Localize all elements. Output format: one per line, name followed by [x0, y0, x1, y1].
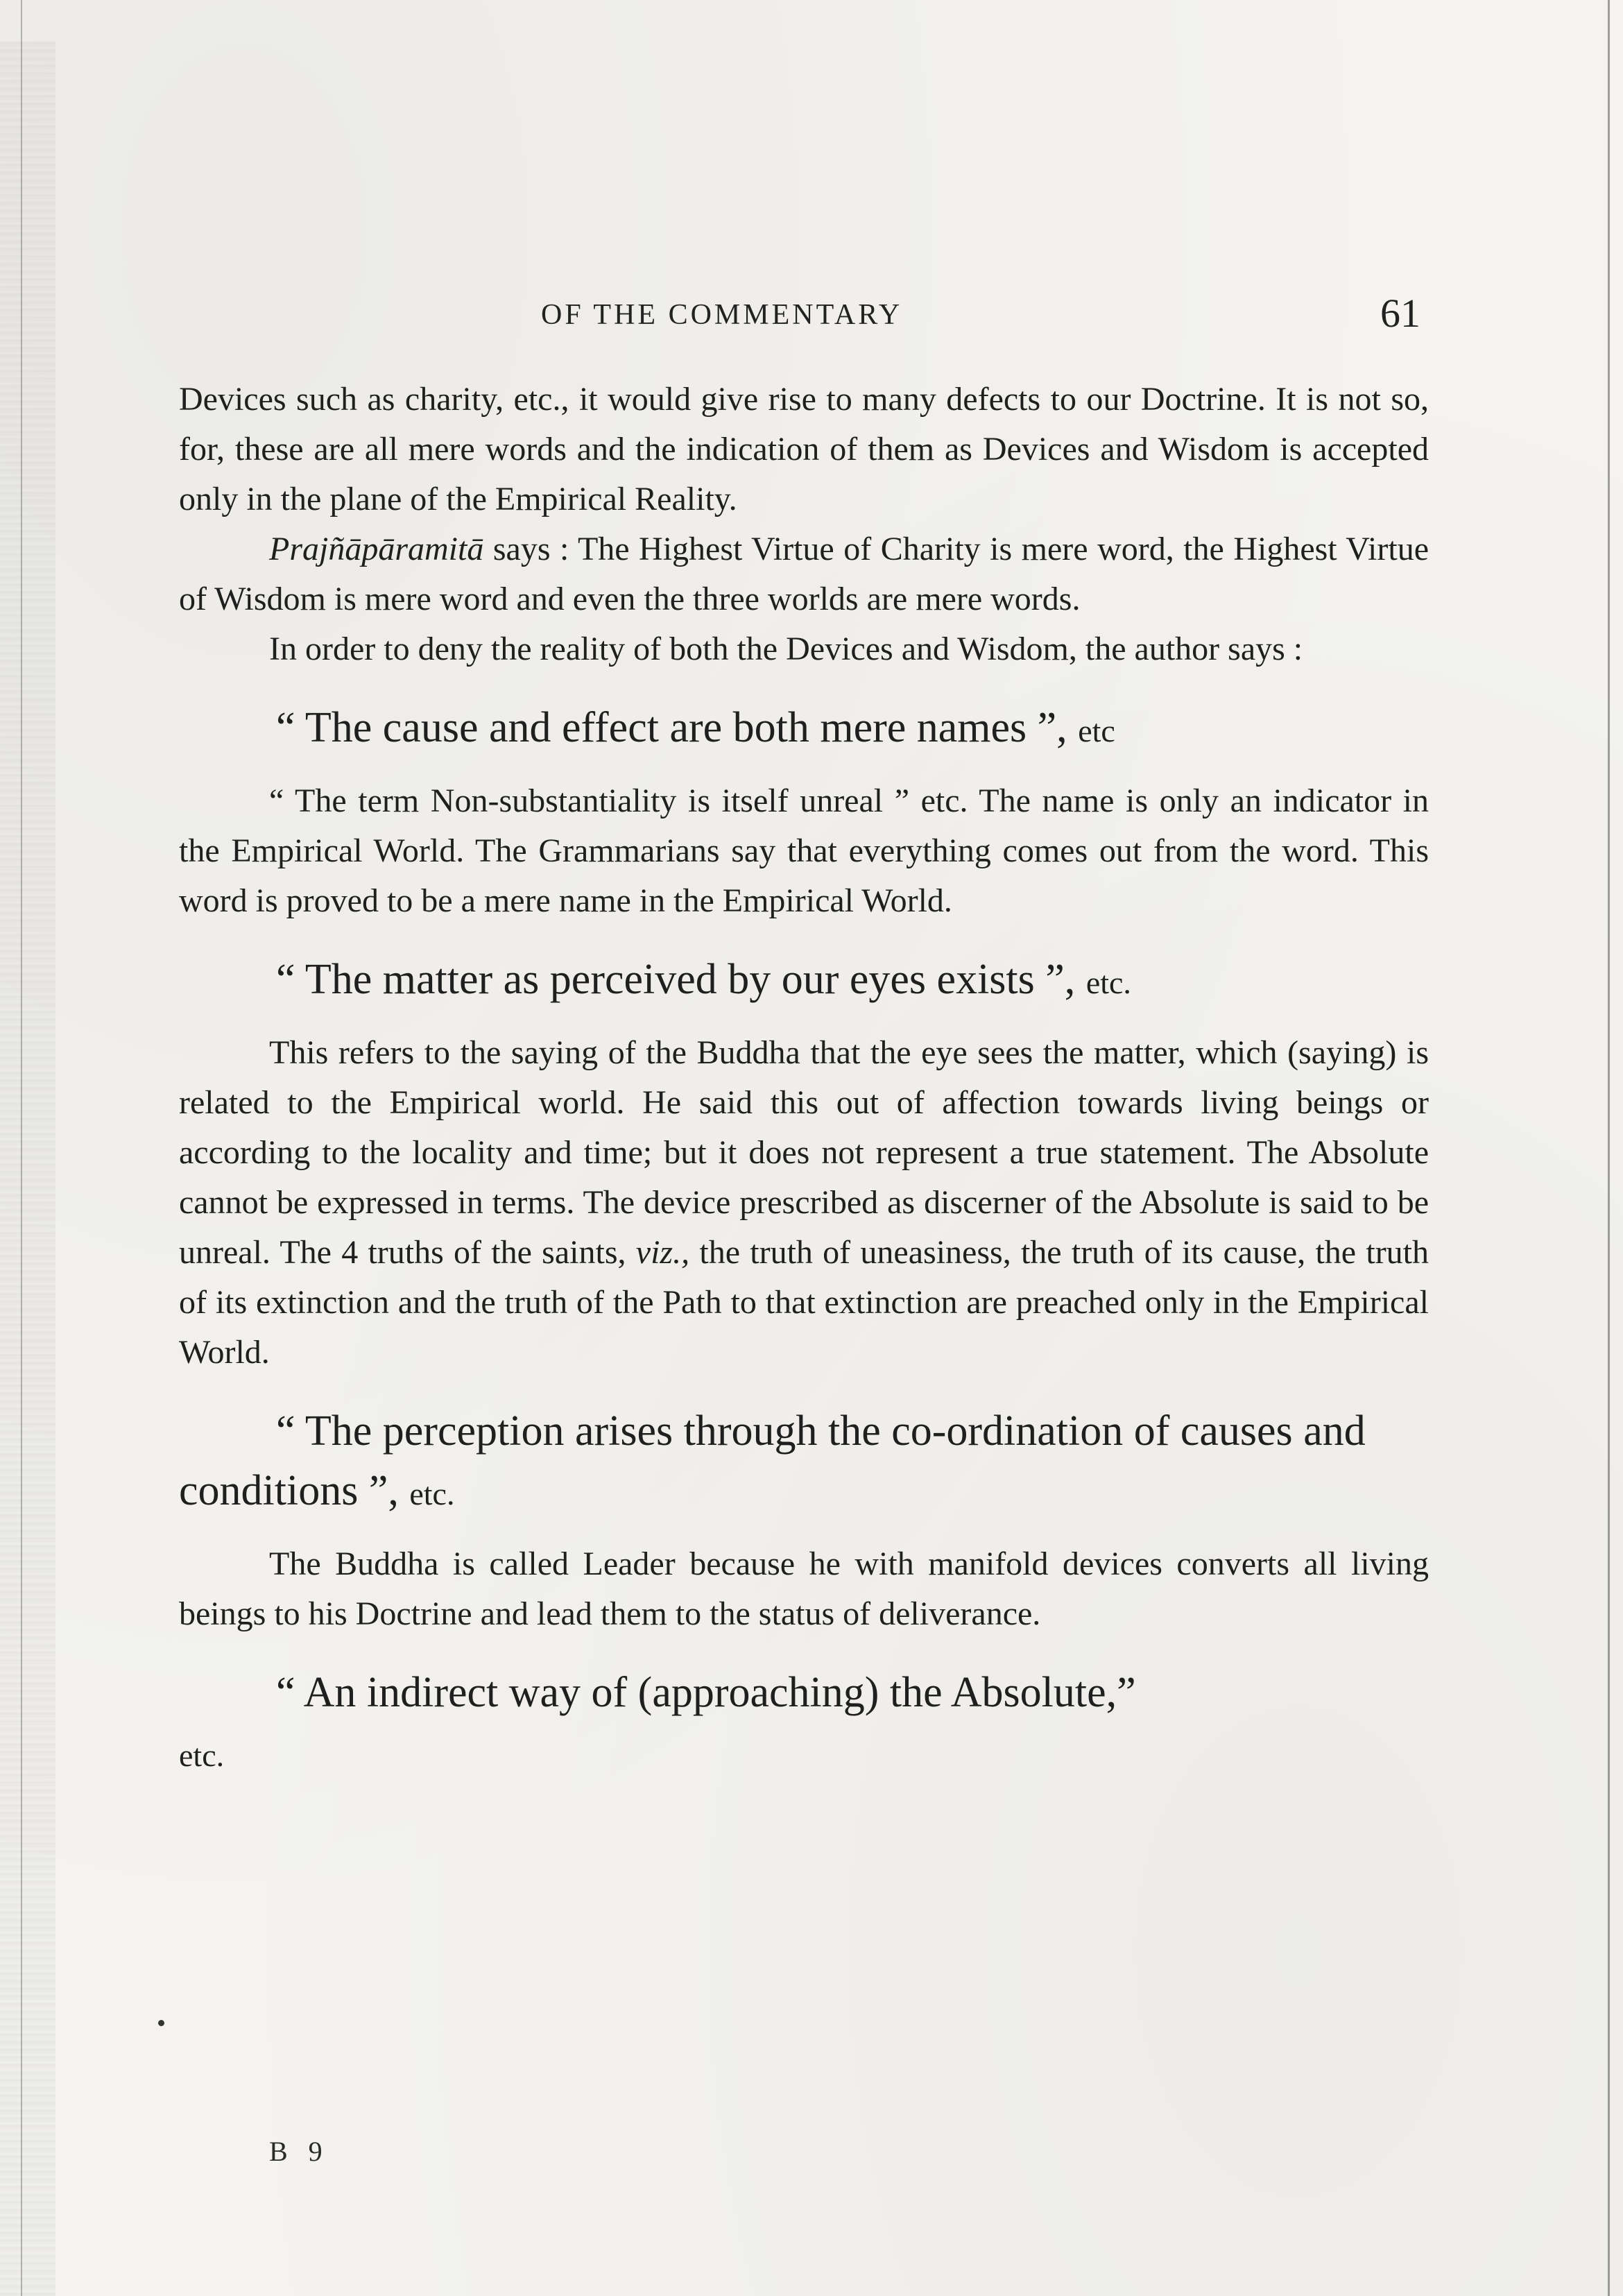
- verse-3: [179, 1401, 1429, 1524]
- paragraph-4: “ The term Non-substantiality is itself unreal ” etc. The name is only an indicator in the Empirical World. The Grammarians say that everything comes out from the word. This word is proved to be a mere name in the Empirical World.: [179, 782, 1429, 919]
- verse-3-etc: etc.: [409, 1476, 455, 1511]
- paragraph-2: [179, 524, 1429, 624]
- prajnaparamita-title: Prajñāpāramitā: [269, 531, 484, 567]
- page-body: [179, 375, 1429, 1801]
- verse-3-text: “ The perception arises through the co-ordination of causes and conditions ”,: [179, 1407, 1366, 1514]
- verse-2-etc: etc.: [1085, 965, 1131, 1000]
- paragraph-5: [179, 1028, 1429, 1378]
- paragraph-5-part-b: the truth of uneasiness, the truth of its cause, the truth of its extinction and the truth of the Path to that extinction are preached only in the Empirical World.: [179, 1234, 1429, 1371]
- verse-2-text: “ The matter as perceived by our eyes exists ”,: [276, 956, 1076, 1003]
- paragraph-1: Devices such as charity, etc., it would give rise to many defects to our Doctrine. It is not so, for, these are all mere words and the indication of them as Devices and Wisdom is accepted only in the plane of the Empirical Reality.: [179, 381, 1429, 517]
- viz-abbreviation: viz.,: [635, 1234, 690, 1271]
- verse-1-text: “ The cause and effect are both mere names ”,: [276, 704, 1067, 751]
- verse-1: [179, 698, 1429, 761]
- verse-4-etc: etc.: [179, 1738, 225, 1773]
- verse-4-text: “ An indirect way of (approaching) the Absolute,”: [276, 1669, 1136, 1716]
- page-number: 61: [1380, 291, 1420, 336]
- scan-left-shadow: [0, 42, 55, 2296]
- paragraph-2-text: says : The Highest Virtue of Charity is mere word, the Highest Virtue of Wisdom is mere word and even the three worlds are mere words.: [179, 531, 1429, 617]
- running-head: OF THE COMMENTARY: [541, 299, 903, 331]
- verse-4: [179, 1663, 1429, 1785]
- ink-dot-mark: [158, 2020, 164, 2026]
- paragraph-3: In order to deny the reality of both the Devices and Wisdom, the author says :: [269, 631, 1303, 667]
- paragraph-6: The Buddha is called Leader because he with manifold devices converts all living beings to his Doctrine and lead them to the status of deliverance.: [179, 1545, 1429, 1632]
- scan-right-edge-line: [1608, 0, 1610, 2296]
- verse-1-etc: etc: [1078, 713, 1115, 748]
- paragraph-5-part-a: This refers to the saying of the Buddha that the eye sees the matter, which (saying) is related to the Empirical world. He said this out of affection towards living beings or according to the locality and time; but it does not represent a true statement. The Absolute cannot be expressed in terms. The device prescribed as discerner of the Absolute is said to be unreal. The 4 truths of the saints,: [179, 1034, 1429, 1271]
- scan-left-edge-line: [21, 0, 22, 2296]
- signature-mark: B 9: [269, 2136, 329, 2167]
- verse-2: [179, 950, 1429, 1013]
